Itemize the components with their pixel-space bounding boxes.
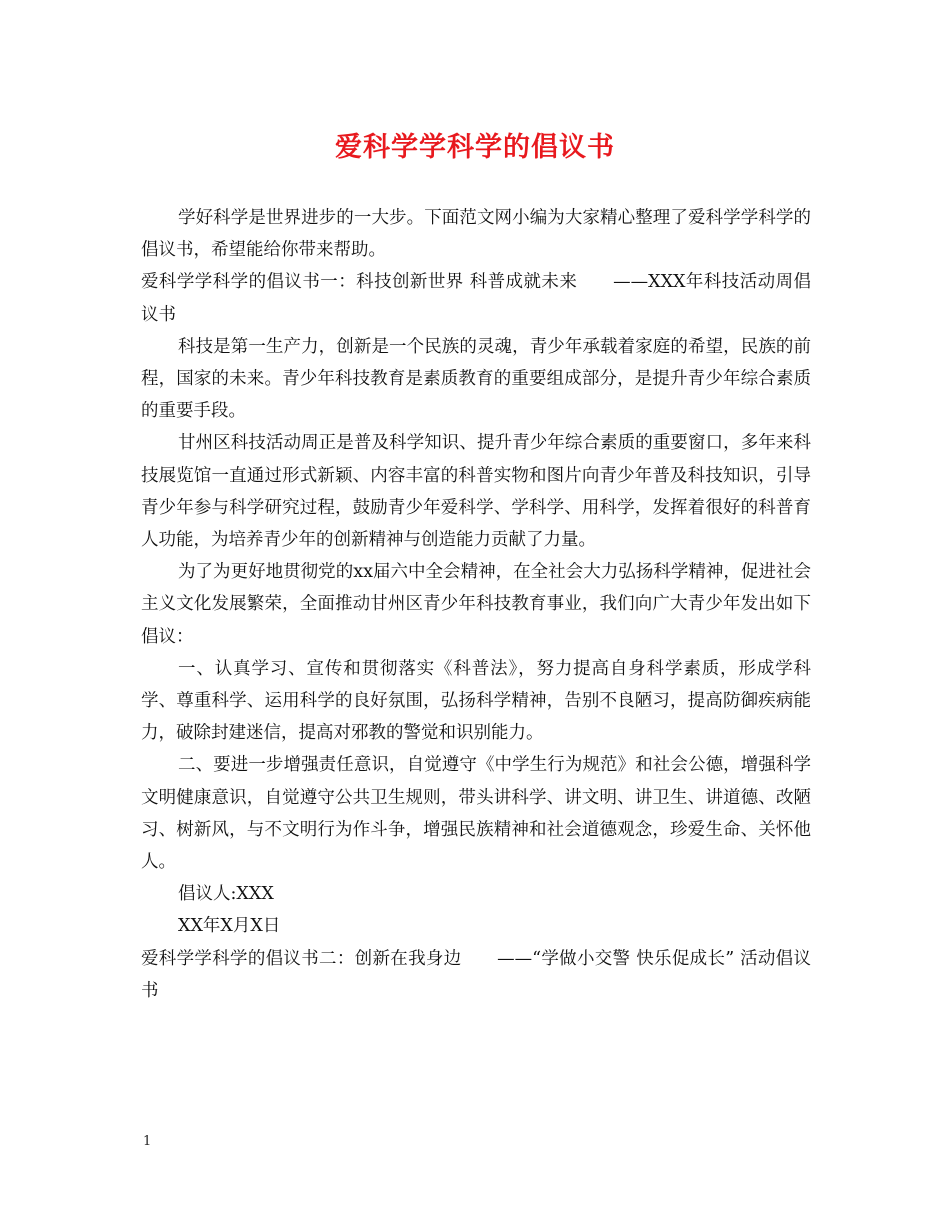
proposal-item-one: 一、认真学习、宣传和贯彻落实《科普法》，努力提高自身科学素质，形成学科学、尊重科学、运用科学的良好氛围，弘扬科学精神，告别不良陋习，提高防御疾病能力，破除封建迷信，提高对邪教的警觉和识别能力。	[141, 658, 811, 744]
section-heading-two: 爱科学学科学的倡议书二：创新在我身边 ——“学做小交警 快乐促成长” 活动倡议书	[141, 948, 811, 1001]
section-heading-one: 爱科学学科学的倡议书一：科技创新世界 科普成就未来 ——XXX年科技活动周倡议书	[141, 272, 811, 325]
body-paragraph: 科技是第一生产力，创新是一个民族的灵魂，青少年承载着家庭的希望，民族的前程，国家的未来。青少年科技教育是素质教育的重要组成部分，是提升青少年综合素质的重要手段。	[141, 336, 811, 422]
intro-paragraph: 学好科学是世界进步的一大步。下面范文网小编为大家精心整理了爱科学学科学的倡议书，希望能给你带来帮助。	[141, 208, 811, 261]
document-body	[141, 202, 811, 1007]
signatory-line: 倡议人:XXX	[178, 884, 274, 905]
page-number: 1	[143, 1134, 152, 1149]
proposal-item-two: 二、要进一步增强责任意识，自觉遵守《中学生行为规范》和社会公德，增强科学文明健康意识，自觉遵守公共卫生规则，带头讲科学、讲文明、讲卫生、讲道德、改陋习、树新风，与不文明行为作斗争，增强民族精神和社会道德观念，珍爱生命、关怀他人。	[141, 755, 811, 873]
body-paragraph: 甘州区科技活动周正是普及科学知识、提升青少年综合素质的重要窗口，多年来科技展览馆一直通过形式新颖、内容丰富的科普实物和图片向青少年普及科技知识，引导青少年参与科学研究过程，鼓励青少年爱科学、学科学、用科学，发挥着很好的科普育人功能，为培养青少年的创新精神与创造能力贡献了力量。	[141, 433, 811, 551]
date-line: XX年X月X日	[178, 916, 281, 937]
page-title: 爱科学学科学的倡议书	[335, 132, 615, 163]
body-paragraph: 为了为更好地贯彻党的xx届六中全会精神，在全社会大力弘扬科学精神，促进社会主义文化发展繁荣，全面推动甘州区青少年科技教育事业，我们向广大青少年发出如下倡议：	[141, 562, 811, 647]
